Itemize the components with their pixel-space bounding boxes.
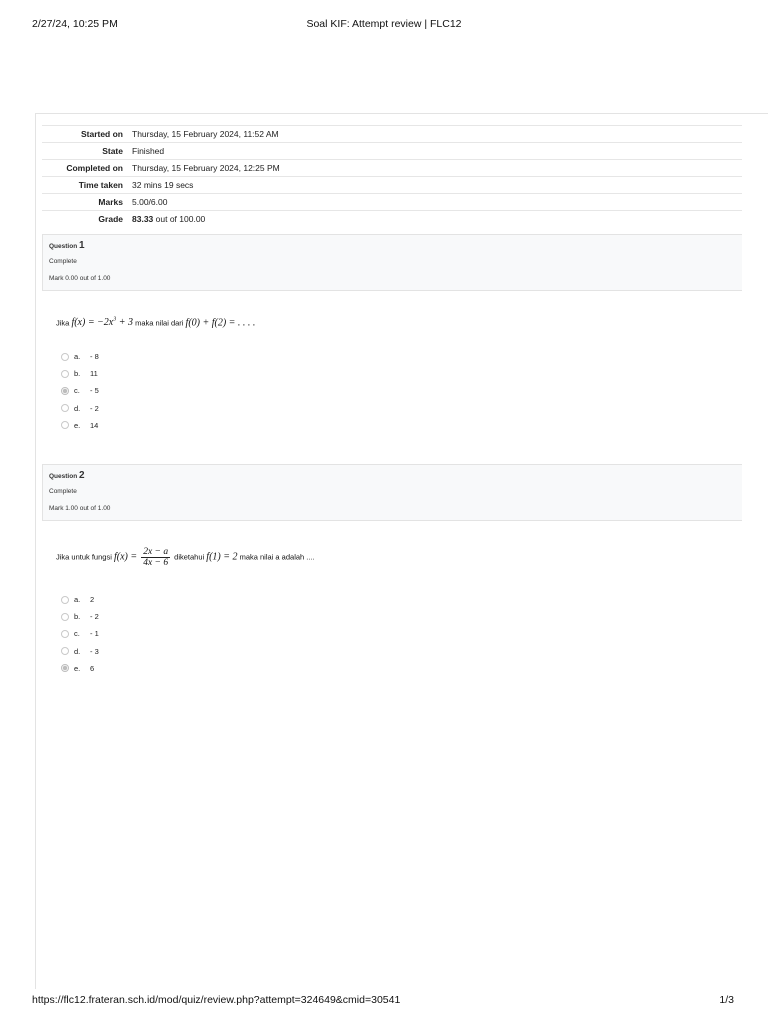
question-2-text: Jika untuk fungsi f(x) = $\frac{2x - a}{4x - 6}$ diketahui f(1) = 2 maka nilai a adalah .... — [56, 547, 315, 568]
answer-option-b[interactable]: b. - 2 — [61, 608, 99, 625]
answer-option-e[interactable]: e. 6 — [61, 660, 99, 677]
question-state: Complete — [49, 258, 77, 265]
answer-option-a[interactable]: a. 2 — [61, 591, 99, 608]
math-expression: $f(x) = -2x^3 + 3$ — [71, 317, 133, 329]
answer-option-d[interactable]: d. - 2 — [61, 400, 99, 417]
question-number: Question 1 — [49, 240, 85, 251]
answer-option-c[interactable]: c. - 1 — [61, 625, 99, 642]
summary-label: Time taken — [78, 180, 123, 190]
print-datetime: 2/27/24, 10:25 PM — [32, 18, 118, 30]
radio-button-selected[interactable] — [61, 664, 69, 672]
radio-button[interactable] — [61, 630, 69, 638]
summary-value: Thursday, 15 February 2024, 12:25 PM — [132, 163, 280, 173]
radio-button[interactable] — [61, 353, 69, 361]
question-mark: Mark 1.00 out of 1.00 — [49, 505, 111, 512]
grade-out-of: out of 100.00 — [155, 214, 206, 224]
question-state: Complete — [49, 488, 77, 495]
summary-value: 32 mins 19 secs — [132, 180, 194, 190]
radio-button[interactable] — [61, 647, 69, 655]
print-footer — [32, 994, 736, 1008]
summary-row-marks — [42, 193, 742, 210]
page-number: 1/3 — [719, 994, 734, 1006]
page-url: https://flc12.frateran.sch.id/mod/quiz/review.php?attempt=324649&cmid=30541 — [32, 994, 401, 1006]
summary-label: Started on — [80, 129, 123, 139]
summary-label: Completed on — [66, 163, 123, 173]
answer-option-c[interactable]: c. - 5 — [61, 382, 99, 399]
question-1-info — [42, 234, 742, 291]
radio-button[interactable] — [61, 613, 69, 621]
question-1-options — [61, 348, 99, 434]
grade-value: 83.33 — [132, 214, 154, 224]
question-number: Question 2 — [49, 470, 85, 481]
answer-option-b[interactable]: b. 11 — [61, 365, 99, 382]
question-2-options — [61, 591, 99, 677]
answer-option-a[interactable]: a. - 8 — [61, 348, 99, 365]
summary-label: Marks — [98, 197, 123, 207]
summary-label: Grade — [98, 214, 123, 224]
summary-row-time-taken — [42, 176, 742, 193]
question-2-info — [42, 464, 742, 521]
page-title: Soal KIF: Attempt review | FLC12 — [306, 18, 462, 30]
radio-button[interactable] — [61, 421, 69, 429]
summary-row-started — [42, 125, 742, 142]
question-1-text: Jika $f(x) = -2x^3 + 3$ maka nilai dari f(0) + f(2) = . . . . — [56, 317, 256, 329]
radio-button[interactable] — [61, 596, 69, 604]
math-expression: f(1) = 2 — [206, 551, 238, 563]
question-mark: Mark 0.00 out of 1.00 — [49, 275, 111, 282]
summary-value: Finished — [132, 146, 165, 156]
math-expression: f(0) + f(2) = . . . . — [185, 317, 256, 329]
attempt-summary-table — [42, 125, 742, 227]
summary-row-completed — [42, 159, 742, 176]
answer-option-d[interactable]: d. - 3 — [61, 643, 99, 660]
summary-row-grade — [42, 210, 742, 227]
radio-button[interactable] — [61, 404, 69, 412]
answer-option-e[interactable]: e. 14 — [61, 417, 99, 434]
math-expression: f(x) = — [113, 551, 138, 563]
summary-value — [132, 214, 205, 224]
summary-value: 5.00/6.00 — [132, 197, 168, 207]
radio-button[interactable] — [61, 370, 69, 378]
print-header — [32, 18, 736, 32]
summary-row-state — [42, 142, 742, 159]
summary-value: Thursday, 15 February 2024, 11:52 AM — [132, 129, 279, 139]
radio-button-selected[interactable] — [61, 387, 69, 395]
summary-label: State — [102, 146, 123, 156]
fraction: $\frac{2x - a}{4x - 6}$ — [143, 547, 169, 568]
